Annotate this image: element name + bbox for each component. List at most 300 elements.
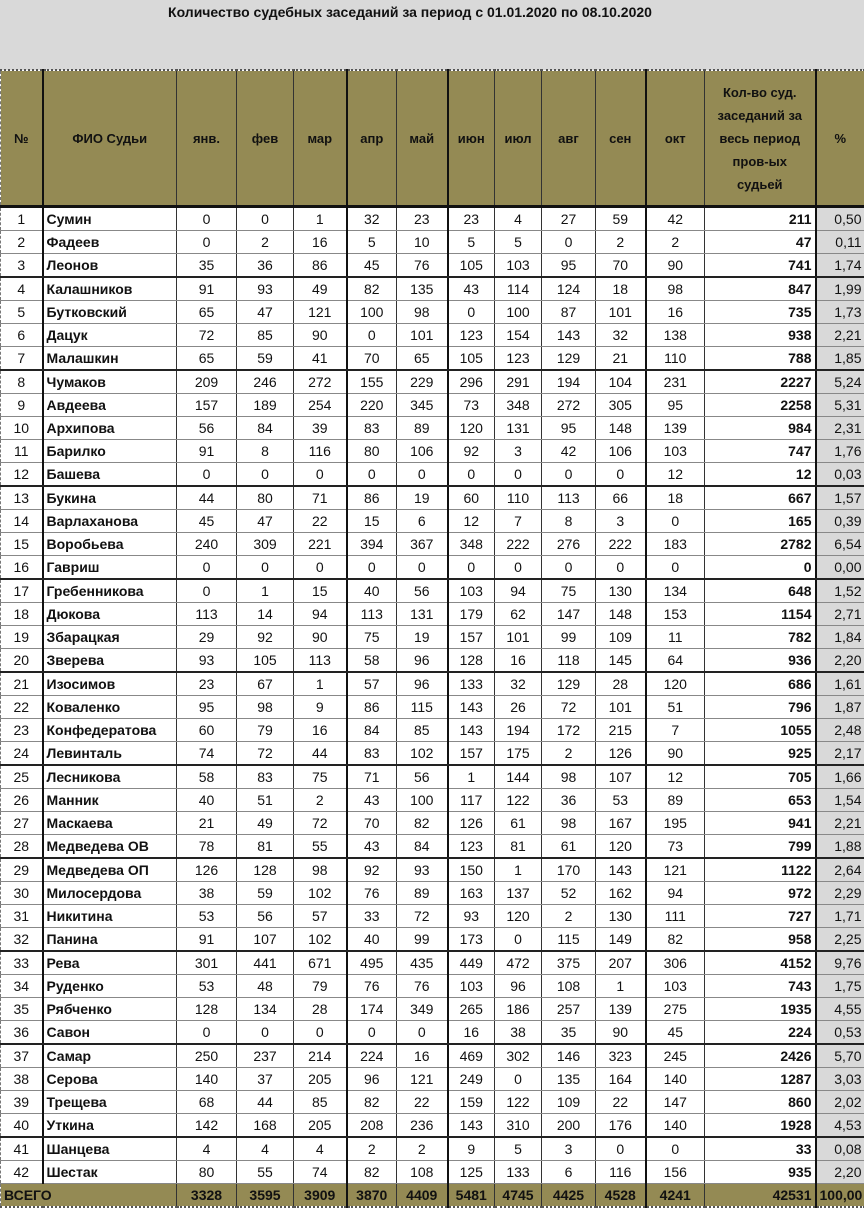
month-value: 0 — [495, 1068, 542, 1091]
month-value: 5 — [448, 231, 495, 254]
month-value: 4 — [177, 1137, 237, 1161]
month-value: 306 — [646, 951, 705, 975]
month-value: 55 — [294, 835, 347, 859]
total-sessions: 1055 — [705, 719, 816, 742]
month-value: 272 — [294, 370, 347, 394]
table-row — [1, 324, 864, 347]
judge-name: Фадеев — [43, 231, 177, 254]
judge-name: Савон — [43, 1021, 177, 1045]
month-value: 79 — [294, 975, 347, 998]
month-value: 72 — [294, 812, 347, 835]
month-value: 107 — [596, 765, 646, 789]
total-sessions: 12 — [705, 463, 816, 487]
percent-share: 0,53 — [816, 1021, 864, 1045]
month-value: 94 — [646, 882, 705, 905]
month-value: 111 — [646, 905, 705, 928]
judge-name: Калашников — [43, 277, 177, 301]
month-value: 3 — [495, 440, 542, 463]
month-value: 2 — [596, 231, 646, 254]
summary-month-value: 4425 — [542, 1184, 596, 1208]
month-value: 57 — [347, 672, 397, 696]
month-value: 82 — [347, 1091, 397, 1114]
month-value: 222 — [596, 533, 646, 556]
month-value: 102 — [294, 882, 347, 905]
table-row — [1, 951, 864, 975]
month-value: 0 — [542, 231, 596, 254]
month-value: 85 — [237, 324, 294, 347]
month-value: 82 — [347, 1161, 397, 1184]
month-value: 44 — [294, 742, 347, 766]
month-value: 90 — [596, 1021, 646, 1045]
row-number: 37 — [1, 1044, 43, 1068]
month-value: 137 — [495, 882, 542, 905]
month-value: 52 — [542, 882, 596, 905]
total-sessions: 686 — [705, 672, 816, 696]
percent-share: 2,31 — [816, 417, 864, 440]
total-sessions: 925 — [705, 742, 816, 766]
month-value: 135 — [542, 1068, 596, 1091]
month-value: 56 — [177, 417, 237, 440]
month-value: 59 — [596, 207, 646, 231]
month-value: 98 — [237, 696, 294, 719]
month-value: 32 — [495, 672, 542, 696]
row-number: 25 — [1, 765, 43, 789]
judge-name: Руденко — [43, 975, 177, 998]
month-value: 16 — [397, 1044, 448, 1068]
row-number: 3 — [1, 254, 43, 278]
judge-name: Авдеева — [43, 394, 177, 417]
month-value: 56 — [397, 765, 448, 789]
month-value: 100 — [397, 789, 448, 812]
month-value: 208 — [347, 1114, 397, 1138]
month-value: 40 — [347, 928, 397, 952]
judge-name: Барилко — [43, 440, 177, 463]
total-sessions: 33 — [705, 1137, 816, 1161]
month-value: 12 — [448, 510, 495, 533]
month-value: 207 — [596, 951, 646, 975]
judge-name: Леонов — [43, 254, 177, 278]
row-number: 22 — [1, 696, 43, 719]
month-value: 83 — [237, 765, 294, 789]
month-value: 60 — [177, 719, 237, 742]
month-value: 130 — [596, 905, 646, 928]
month-value: 135 — [397, 277, 448, 301]
row-number: 1 — [1, 207, 43, 231]
percent-share: 2,17 — [816, 742, 864, 766]
table-row — [1, 603, 864, 626]
month-value: 16 — [448, 1021, 495, 1045]
row-number: 13 — [1, 486, 43, 510]
judge-name: Конфедератова — [43, 719, 177, 742]
row-number: 19 — [1, 626, 43, 649]
summary-month-value: 4745 — [495, 1184, 542, 1208]
row-number: 23 — [1, 719, 43, 742]
summary-label: ВСЕГО — [1, 1184, 177, 1208]
month-value: 53 — [177, 975, 237, 998]
month-value: 106 — [596, 440, 646, 463]
judge-name: Милосердова — [43, 882, 177, 905]
month-value: 120 — [596, 835, 646, 859]
month-value: 186 — [495, 998, 542, 1021]
judge-name: Уткина — [43, 1114, 177, 1138]
month-value: 91 — [177, 928, 237, 952]
percent-share: 0,00 — [816, 556, 864, 580]
month-value: 167 — [596, 812, 646, 835]
month-value: 214 — [294, 1044, 347, 1068]
percent-share: 2,71 — [816, 603, 864, 626]
percent-share: 2,21 — [816, 324, 864, 347]
month-value: 105 — [448, 254, 495, 278]
month-value: 150 — [448, 858, 495, 882]
month-value: 148 — [596, 603, 646, 626]
month-value: 64 — [646, 649, 705, 673]
month-value: 72 — [542, 696, 596, 719]
month-value: 87 — [542, 301, 596, 324]
judge-name: Левинталь — [43, 742, 177, 766]
month-value: 120 — [448, 417, 495, 440]
total-sessions: 1122 — [705, 858, 816, 882]
percent-share: 1,52 — [816, 579, 864, 603]
month-value: 0 — [237, 207, 294, 231]
month-value: 98 — [542, 765, 596, 789]
month-value: 94 — [495, 579, 542, 603]
month-value: 116 — [294, 440, 347, 463]
row-number: 8 — [1, 370, 43, 394]
month-value: 148 — [596, 417, 646, 440]
month-value: 257 — [542, 998, 596, 1021]
month-value: 195 — [646, 812, 705, 835]
total-sessions: 224 — [705, 1021, 816, 1045]
table-row — [1, 905, 864, 928]
month-value: 91 — [177, 277, 237, 301]
month-value: 240 — [177, 533, 237, 556]
month-value: 170 — [542, 858, 596, 882]
month-value: 58 — [177, 765, 237, 789]
month-value: 1 — [448, 765, 495, 789]
table-row — [1, 533, 864, 556]
total-sessions: 741 — [705, 254, 816, 278]
month-value: 435 — [397, 951, 448, 975]
month-value: 105 — [237, 649, 294, 673]
total-sessions: 735 — [705, 301, 816, 324]
month-value: 72 — [237, 742, 294, 766]
month-value: 0 — [177, 1021, 237, 1045]
month-value: 101 — [596, 696, 646, 719]
judge-name: Архипова — [43, 417, 177, 440]
judge-name: Збарацкая — [43, 626, 177, 649]
month-value: 122 — [495, 789, 542, 812]
row-number: 5 — [1, 301, 43, 324]
judge-name: Никитина — [43, 905, 177, 928]
row-number: 33 — [1, 951, 43, 975]
month-value: 83 — [347, 742, 397, 766]
row-number: 30 — [1, 882, 43, 905]
month-value: 229 — [397, 370, 448, 394]
table-row — [1, 510, 864, 533]
month-value: 40 — [177, 789, 237, 812]
judge-name: Коваленко — [43, 696, 177, 719]
percent-share: 1,84 — [816, 626, 864, 649]
month-value: 38 — [495, 1021, 542, 1045]
month-value: 102 — [397, 742, 448, 766]
month-value: 98 — [397, 301, 448, 324]
month-value: 86 — [294, 254, 347, 278]
percent-share: 1,99 — [816, 277, 864, 301]
month-value: 194 — [542, 370, 596, 394]
percent-share: 0,39 — [816, 510, 864, 533]
month-value: 120 — [646, 672, 705, 696]
month-value: 0 — [448, 463, 495, 487]
month-value: 27 — [542, 207, 596, 231]
month-value: 60 — [448, 486, 495, 510]
month-value: 8 — [542, 510, 596, 533]
percent-share: 3,03 — [816, 1068, 864, 1091]
month-value: 157 — [448, 742, 495, 766]
total-sessions: 747 — [705, 440, 816, 463]
total-sessions: 847 — [705, 277, 816, 301]
table-row — [1, 1044, 864, 1068]
percent-share: 0,03 — [816, 463, 864, 487]
judge-name: Гавриш — [43, 556, 177, 580]
month-value: 159 — [448, 1091, 495, 1114]
month-value: 3 — [596, 510, 646, 533]
month-value: 86 — [347, 696, 397, 719]
table-row — [1, 858, 864, 882]
row-number: 34 — [1, 975, 43, 998]
table-row — [1, 579, 864, 603]
month-value: 81 — [495, 835, 542, 859]
month-value: 120 — [495, 905, 542, 928]
month-value: 375 — [542, 951, 596, 975]
month-value: 89 — [646, 789, 705, 812]
total-sessions: 0 — [705, 556, 816, 580]
month-value: 104 — [596, 370, 646, 394]
month-value: 124 — [542, 277, 596, 301]
month-value: 80 — [347, 440, 397, 463]
month-value: 122 — [495, 1091, 542, 1114]
month-value: 92 — [347, 858, 397, 882]
judge-name: Дюкова — [43, 603, 177, 626]
total-sessions: 2258 — [705, 394, 816, 417]
table-row — [1, 394, 864, 417]
percent-share: 1,76 — [816, 440, 864, 463]
month-value: 89 — [397, 882, 448, 905]
month-value: 0 — [347, 1021, 397, 1045]
month-value: 75 — [542, 579, 596, 603]
month-value: 129 — [542, 347, 596, 371]
table-row — [1, 417, 864, 440]
percent-share: 1,54 — [816, 789, 864, 812]
month-value: 94 — [294, 603, 347, 626]
col-header-jan: янв. — [177, 70, 237, 207]
month-value: 103 — [495, 254, 542, 278]
month-value: 215 — [596, 719, 646, 742]
table-row — [1, 765, 864, 789]
month-value: 6 — [542, 1161, 596, 1184]
month-value: 82 — [646, 928, 705, 952]
total-sessions: 1935 — [705, 998, 816, 1021]
month-value: 224 — [347, 1044, 397, 1068]
month-value: 70 — [347, 347, 397, 371]
row-number: 35 — [1, 998, 43, 1021]
table-row — [1, 626, 864, 649]
month-value: 28 — [596, 672, 646, 696]
percent-share: 1,61 — [816, 672, 864, 696]
total-sessions: 782 — [705, 626, 816, 649]
month-value: 153 — [646, 603, 705, 626]
judge-name: Букина — [43, 486, 177, 510]
month-value: 90 — [294, 626, 347, 649]
month-value: 121 — [646, 858, 705, 882]
month-value: 143 — [448, 719, 495, 742]
month-value: 0 — [397, 463, 448, 487]
month-value: 5 — [495, 1137, 542, 1161]
row-number: 41 — [1, 1137, 43, 1161]
month-value: 291 — [495, 370, 542, 394]
month-value: 1 — [237, 579, 294, 603]
month-value: 231 — [646, 370, 705, 394]
month-value: 139 — [646, 417, 705, 440]
row-number: 40 — [1, 1114, 43, 1138]
total-sessions: 1287 — [705, 1068, 816, 1091]
judge-name: Шанцева — [43, 1137, 177, 1161]
month-value: 222 — [495, 533, 542, 556]
month-value: 310 — [495, 1114, 542, 1138]
col-header-may: май — [397, 70, 448, 207]
col-header-apr: апр — [347, 70, 397, 207]
month-value: 99 — [397, 928, 448, 952]
month-value: 176 — [596, 1114, 646, 1138]
month-value: 128 — [177, 998, 237, 1021]
month-value: 15 — [347, 510, 397, 533]
percent-share: 2,64 — [816, 858, 864, 882]
col-header-jul: июл — [495, 70, 542, 207]
total-sessions: 860 — [705, 1091, 816, 1114]
month-value: 16 — [495, 649, 542, 673]
month-value: 91 — [177, 440, 237, 463]
month-value: 98 — [646, 277, 705, 301]
month-value: 0 — [347, 324, 397, 347]
month-value: 0 — [294, 1021, 347, 1045]
page-title: Количество судебных заседаний за период с 01.01.2020 по 08.10.2020 — [0, 4, 820, 20]
month-value: 41 — [294, 347, 347, 371]
month-value: 249 — [448, 1068, 495, 1091]
month-value: 173 — [448, 928, 495, 952]
judge-name: Изосимов — [43, 672, 177, 696]
col-header-num: № — [1, 70, 43, 207]
month-value: 114 — [495, 277, 542, 301]
month-value: 0 — [177, 231, 237, 254]
month-value: 102 — [294, 928, 347, 952]
percent-share: 1,66 — [816, 765, 864, 789]
table-row — [1, 998, 864, 1021]
judge-name: Панина — [43, 928, 177, 952]
month-value: 108 — [542, 975, 596, 998]
percent-share: 2,20 — [816, 649, 864, 673]
month-value: 126 — [448, 812, 495, 835]
month-value: 55 — [237, 1161, 294, 1184]
month-value: 108 — [397, 1161, 448, 1184]
summary-month-value: 3595 — [237, 1184, 294, 1208]
total-sessions: 799 — [705, 835, 816, 859]
percent-share: 0,50 — [816, 207, 864, 231]
month-value: 5 — [347, 231, 397, 254]
month-value: 0 — [397, 1021, 448, 1045]
percent-share: 1,74 — [816, 254, 864, 278]
month-value: 62 — [495, 603, 542, 626]
table-row — [1, 975, 864, 998]
month-value: 134 — [237, 998, 294, 1021]
month-value: 95 — [542, 417, 596, 440]
month-value: 76 — [347, 975, 397, 998]
summary-month-value: 3870 — [347, 1184, 397, 1208]
month-value: 22 — [596, 1091, 646, 1114]
month-value: 123 — [448, 835, 495, 859]
month-value: 4 — [294, 1137, 347, 1161]
row-number: 10 — [1, 417, 43, 440]
month-value: 22 — [397, 1091, 448, 1114]
summary-total: 42531 — [705, 1184, 816, 1208]
summary-row — [1, 1184, 864, 1208]
month-value: 56 — [397, 579, 448, 603]
month-value: 254 — [294, 394, 347, 417]
month-value: 0 — [448, 301, 495, 324]
month-value: 74 — [294, 1161, 347, 1184]
month-value: 21 — [177, 812, 237, 835]
month-value: 7 — [495, 510, 542, 533]
month-value: 0 — [237, 463, 294, 487]
month-value: 103 — [448, 975, 495, 998]
month-value: 90 — [646, 254, 705, 278]
month-value: 348 — [495, 394, 542, 417]
total-sessions: 2426 — [705, 1044, 816, 1068]
total-sessions: 972 — [705, 882, 816, 905]
judge-name: Маскаева — [43, 812, 177, 835]
month-value: 0 — [177, 556, 237, 580]
month-value: 265 — [448, 998, 495, 1021]
table-row — [1, 556, 864, 580]
month-value: 469 — [448, 1044, 495, 1068]
row-number: 31 — [1, 905, 43, 928]
month-value: 14 — [237, 603, 294, 626]
month-value: 70 — [596, 254, 646, 278]
month-value: 189 — [237, 394, 294, 417]
total-sessions: 653 — [705, 789, 816, 812]
judge-name: Лесникова — [43, 765, 177, 789]
month-value: 149 — [596, 928, 646, 952]
judge-name: Самар — [43, 1044, 177, 1068]
percent-share: 2,29 — [816, 882, 864, 905]
table-row — [1, 789, 864, 812]
month-value: 48 — [237, 975, 294, 998]
col-header-jun: июн — [448, 70, 495, 207]
month-value: 2 — [294, 789, 347, 812]
total-sessions: 936 — [705, 649, 816, 673]
month-value: 0 — [542, 463, 596, 487]
month-value: 301 — [177, 951, 237, 975]
month-value: 143 — [596, 858, 646, 882]
month-value: 115 — [397, 696, 448, 719]
month-value: 143 — [448, 696, 495, 719]
judge-name: Бутковский — [43, 301, 177, 324]
row-number: 24 — [1, 742, 43, 766]
month-value: 0 — [646, 1137, 705, 1161]
month-value: 84 — [347, 719, 397, 742]
month-value: 449 — [448, 951, 495, 975]
month-value: 42 — [646, 207, 705, 231]
month-value: 45 — [347, 254, 397, 278]
month-value: 100 — [347, 301, 397, 324]
